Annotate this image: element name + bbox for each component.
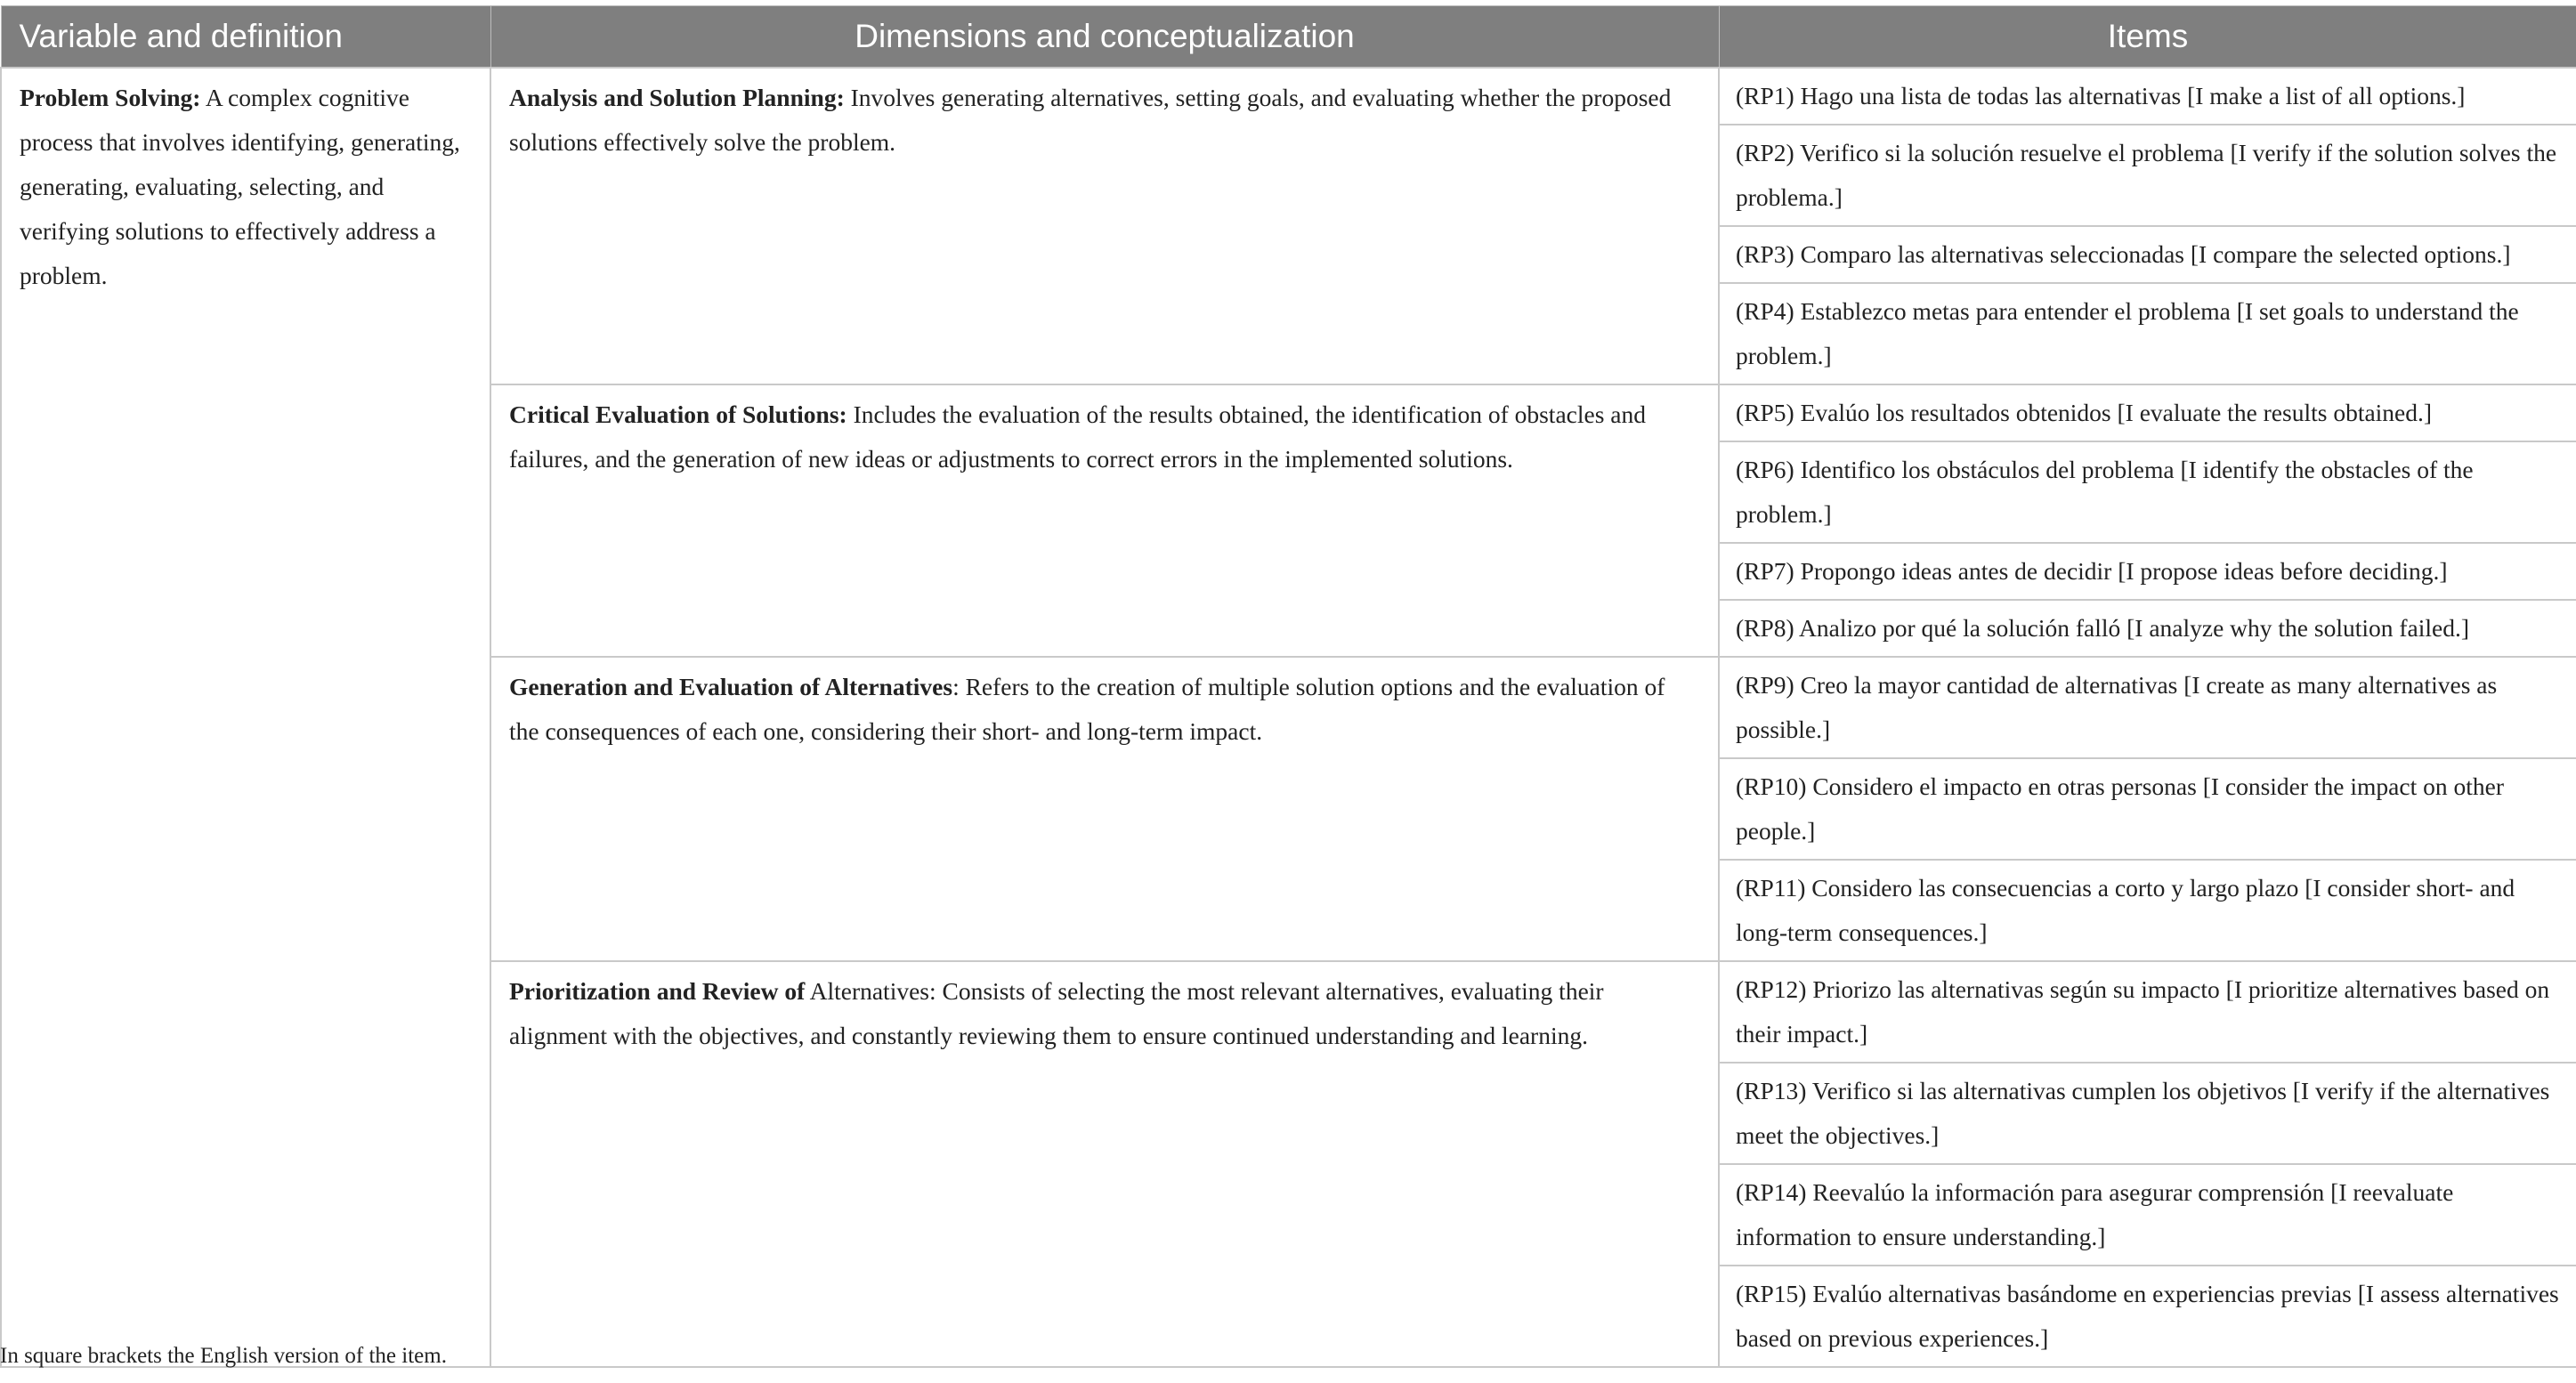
dimension-title: Prioritization and Review of xyxy=(509,977,806,1005)
table-row xyxy=(1,68,2576,125)
header-row xyxy=(1,6,2576,69)
dimension-title: Critical Evaluation of Solutions: xyxy=(509,400,847,428)
dimension-title: Generation and Evaluation of Alternatives xyxy=(509,673,953,700)
header-dimensions: Dimensions and conceptualization xyxy=(490,6,1719,69)
item-cell: (RP15) Evalúo alternativas basándome en experiencias previas [I assess alternatives based on previous experiences.] xyxy=(1719,1266,2576,1367)
item-cell: (RP2) Verifico si la solución resuelve el problema [I verify if the solution solves the problema.] xyxy=(1719,125,2576,226)
variable-definition-cell xyxy=(1,68,490,1367)
variable-definition: A complex cognitive process that involves identifying, generating, generating, evaluating, selecting, and verifying solutions to effectively address a problem. xyxy=(20,84,460,289)
header-variable: Variable and definition xyxy=(1,6,490,69)
dimension-description: Includes the evaluation of the results obtained, the identification of obstacles and failures, and the generation of new ideas or adjustments to correct errors in the implemented solutions. xyxy=(509,400,1646,473)
variable-name: Problem Solving: xyxy=(20,84,201,111)
item-cell: (RP13) Verifico si las alternativas cumplen los objetivos [I verify if the alternatives meet the objectives.] xyxy=(1719,1063,2576,1164)
item-cell: (RP14) Reevalúo la información para asegurar comprensión [I reevaluate information to ensure understanding.] xyxy=(1719,1164,2576,1266)
dimension-description: : Refers to the creation of multiple solution options and the evaluation of the consequences of each one, considering their short- and long-term impact. xyxy=(509,673,1665,745)
item-cell: (RP5) Evalúo los resultados obtenidos [I evaluate the results obtained.] xyxy=(1719,384,2576,441)
item-cell: (RP11) Considero las consecuencias a corto y largo plazo [I consider short- and long-term consequences.] xyxy=(1719,860,2576,961)
table-footnote: In square brackets the English version of the item. xyxy=(0,1344,447,1368)
item-cell: (RP1) Hago una lista de todas las alternativas [I make a list of all options.] xyxy=(1719,68,2576,125)
dimension-cell xyxy=(490,657,1719,961)
item-cell: (RP3) Comparo las alternativas seleccionadas [I compare the selected options.] xyxy=(1719,226,2576,283)
item-cell: (RP8) Analizo por qué la solución falló [I analyze why the solution failed.] xyxy=(1719,600,2576,657)
dimension-title: Analysis and Solution Planning: xyxy=(509,84,845,111)
header-items: Items xyxy=(1719,6,2576,69)
item-cell: (RP12) Priorizo las alternativas según su impacto [I prioritize alternatives based on their impact.] xyxy=(1719,961,2576,1063)
dimension-description: Alternatives: Consists of selecting the most relevant alternatives, evaluating their alignment with the objectives, and constantly reviewing them to ensure continued understanding and learning. xyxy=(509,977,1604,1049)
item-cell: (RP10) Considero el impacto en otras personas [I consider the impact on other people.] xyxy=(1719,758,2576,860)
dimension-cell xyxy=(490,384,1719,657)
item-cell: (RP6) Identifico los obstáculos del problema [I identify the obstacles of the problem.] xyxy=(1719,441,2576,543)
item-cell: (RP4) Establezco metas para entender el problema [I set goals to understand the problem.] xyxy=(1719,283,2576,384)
instrument-table-container xyxy=(0,5,2576,1368)
item-cell: (RP7) Propongo ideas antes de decidir [I propose ideas before deciding.] xyxy=(1719,543,2576,600)
dimension-cell xyxy=(490,68,1719,384)
dimension-cell xyxy=(490,961,1719,1367)
dimension-description: Involves generating alternatives, setting goals, and evaluating whether the proposed solutions effectively solve the problem. xyxy=(509,84,1672,156)
instrument-table xyxy=(0,5,2576,1368)
item-cell: (RP9) Creo la mayor cantidad de alternativas [I create as many alternatives as possible.] xyxy=(1719,657,2576,758)
